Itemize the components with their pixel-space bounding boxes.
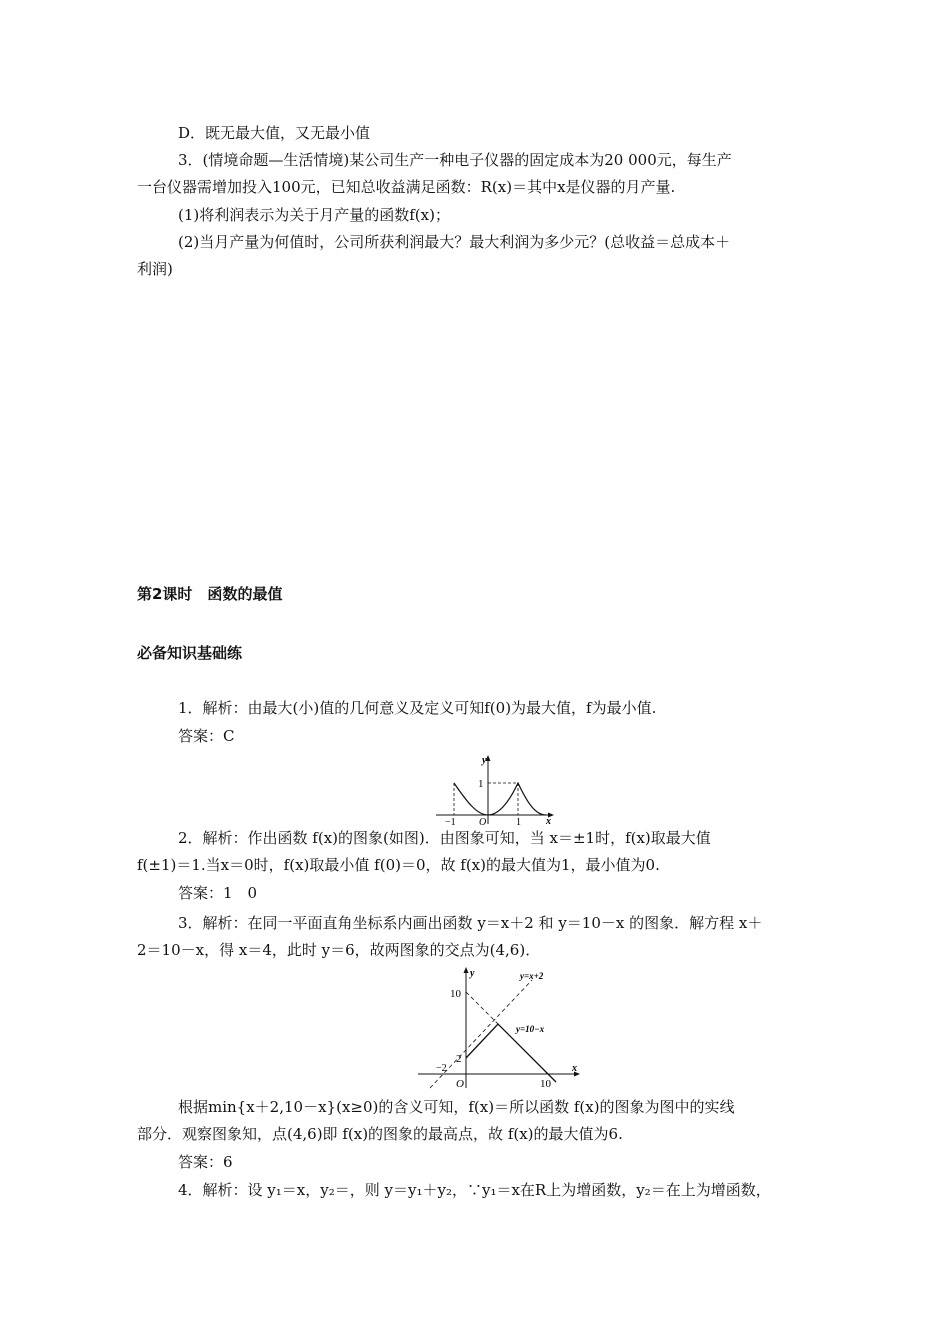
figure-2-label-y-10-minus-x: y=10−x (516, 1024, 545, 1034)
question-3-part-2-line-2: 利润) (137, 260, 173, 278)
question-3-part-2-line-1: (2)当月产量为何值时，公司所获利润最大？最大利润为多少元？(总收益＝总成本＋ (178, 233, 731, 251)
question-3-part-1: (1)将利润表示为关于月产量的函数f(x)； (178, 206, 450, 224)
question-3-line-1: 3．(情境命题—生活情境)某公司生产一种电子仪器的固定成本为20 000元，每生产 (178, 151, 732, 169)
figure-2-tick-ten-y: 10 (450, 988, 461, 1000)
figure-2-tick-ten-x: 10 (540, 1078, 551, 1090)
figure-1-y-label: y (482, 755, 487, 766)
answer-2-line-2: f(±1)＝1.当x＝0时，f(x)取最小值 f(0)＝0，故 f(x)的最大值为1，最小值为0. (137, 856, 660, 874)
figure-1-curve (454, 783, 546, 815)
figure-2-tick-neg-two: −2 (436, 1063, 447, 1074)
option-d: D．既无最大值，又无最小值 (178, 124, 371, 142)
figure-2-graph (414, 964, 584, 1090)
figure-1-tick-one-x: 1 (516, 817, 521, 826)
figure-1-tick-one-y: 1 (478, 778, 484, 790)
answer-3-line-1: 3．解析：在同一平面直角坐标系内画出函数 y＝x＋2 和 y＝10－x 的图象．解方程 x＋ (178, 914, 763, 932)
figure-2-x-label: x (572, 1063, 577, 1074)
figure-2-label-y-x-plus-2: y=x+2 (520, 971, 544, 981)
figure-1-x-label: x (546, 816, 551, 826)
figure-1-graph (432, 752, 558, 826)
figure-1-tick-neg-one: −1 (445, 817, 456, 826)
answer-2-result: 答案：1 0 (178, 884, 258, 902)
lesson-title: 第2课时 函数的最值 (137, 585, 283, 603)
figure-2-dash-y-10-minus-x (466, 992, 498, 1024)
answer-3-line-4: 部分．观察图象知，点(4,6)即 f(x)的图象的最高点，故 f(x)的最大值为6. (137, 1125, 623, 1143)
figure-2-tick-two-y: 2 (456, 1053, 462, 1065)
answer-1-explanation: 1．解析：由最大(小)值的几何意义及定义可知f(0)为最大值，f为最小值. (178, 699, 657, 717)
answer-4-line-1: 4．解析：设 y₁＝x，y₂＝，则 y＝y₁＋y₂，∵y₁＝x在R上为增函数，y₂＝在上为增函数， (178, 1181, 771, 1199)
answer-3-line-2: 2＝10－x，得 x＝4，此时 y＝6，故两图象的交点为(4,6)． (137, 941, 541, 959)
figure-2-origin: O (456, 1078, 464, 1090)
figure-1-origin: O (479, 817, 487, 826)
answer-3-result: 答案：6 (178, 1153, 233, 1171)
answer-2-line-1: 2．解析：作出函数 f(x)的图象(如图)．由图象可知，当 x＝±1时，f(x)取最大值 (178, 829, 711, 847)
answer-3-line-3: 根据min{x＋2,10－x}(x≥0)的含义可知，f(x)＝所以函数 f(x)的图象为图中的实线 (178, 1098, 735, 1116)
figure-2-y-label: y (470, 968, 475, 979)
answer-1-result: 答案：C (178, 727, 235, 745)
section-subtitle: 必备知识基础练 (137, 644, 243, 662)
question-3-line-2: 一台仪器需增加投入100元，已知总收益满足函数：R(x)＝其中x是仪器的月产量. (137, 178, 676, 196)
